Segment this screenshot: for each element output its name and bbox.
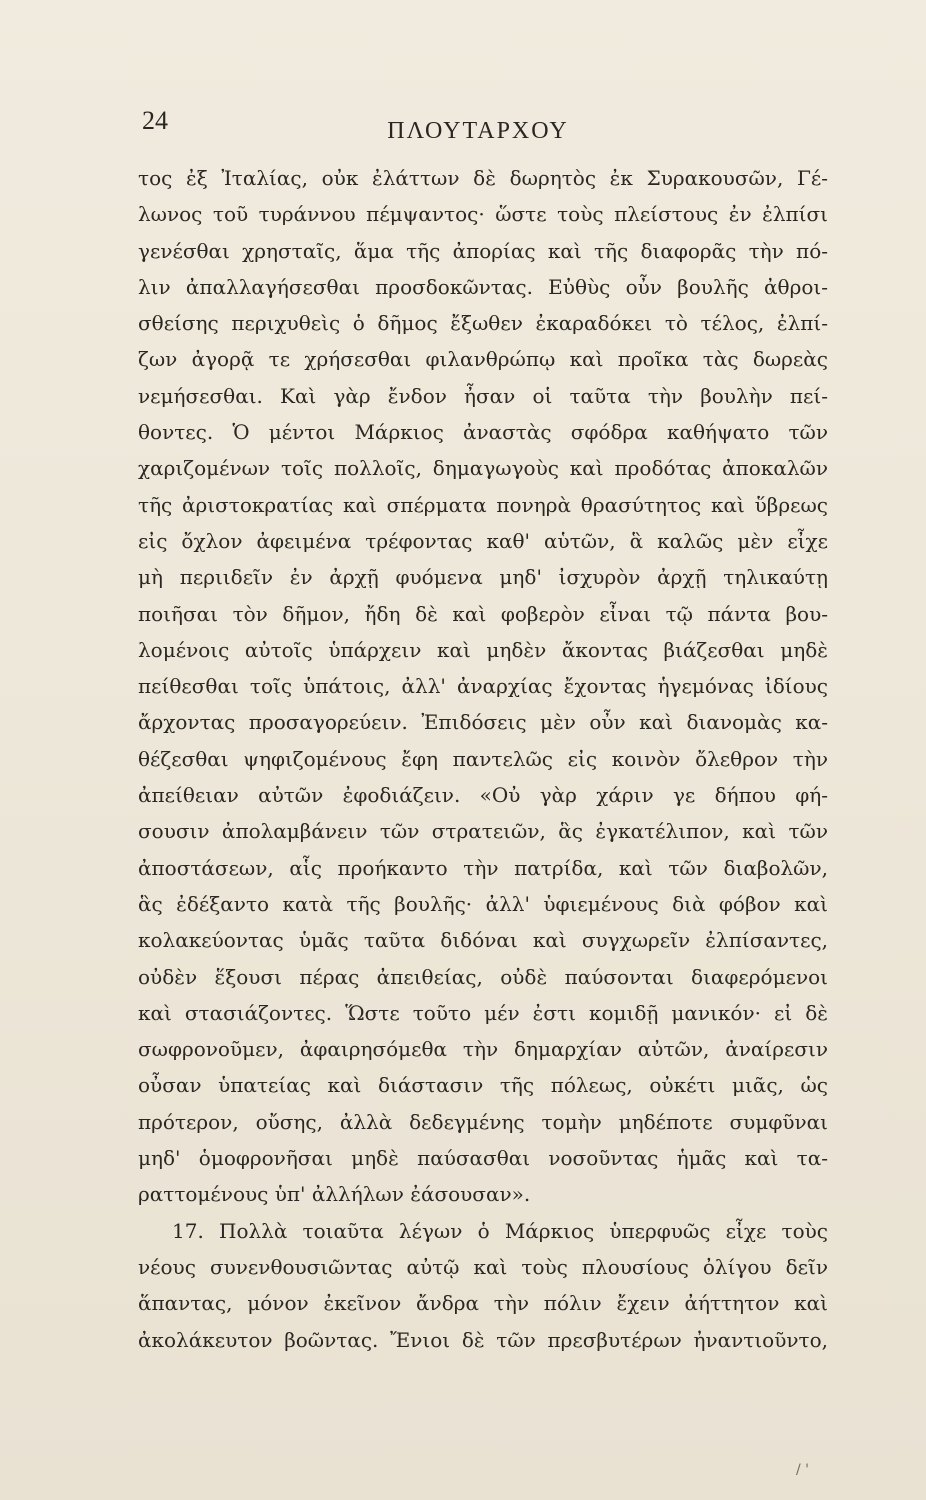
text-line: σωφρονοῦμεν, ἀφαιρησόμεθα τὴν δημαρχίαν αὐτῶν, ἀναίρεσιν	[138, 1037, 828, 1062]
text-line: σουσιν ἀπολαμβάνειν τῶν στρατειῶν, ἃς ἐγκατέλιπον, καὶ τῶν	[138, 819, 828, 844]
text-line: μὴ περιιδεῖν ἐν ἀρχῇ φυόμενα μηδ' ἰσχυρὸν ἀρχῇ τηλικαύτῃ	[138, 565, 828, 590]
body-text	[138, 160, 828, 1358]
footer-mark: / '	[796, 1462, 810, 1478]
text-line: ἀπείθειαν αὐτῶν ἐφοδιάζειν. «Οὐ γὰρ χάριν γε δήπου φή-	[138, 783, 828, 808]
text-line: χαριζομένων τοῖς πολλοῖς, δημαγωγοὺς καὶ προδότας ἀποκαλῶν	[138, 456, 828, 481]
text-line: μηδ' ὁμοφρονῆσαι μηδὲ παύσασθαι νοσοῦντας ἡμᾶς καὶ τα-	[138, 1146, 828, 1171]
text-line: καὶ στασιάζοντες. Ὥστε τοῦτο μέν ἐστι κομιδῇ μανικόν· εἰ δὲ	[138, 1000, 828, 1025]
running-title: ΠΛΟΥΤΑΡΧΟΥ	[387, 118, 569, 144]
text-line: νέους συνενθουσιῶντας αὐτῷ καὶ τοὺς πλουσίους ὀλίγου δεῖν	[138, 1254, 828, 1279]
text-line: ἄρχοντας προσαγορεύειν. Ἐπιδόσεις μὲν οὖν καὶ διανομὰς κα-	[138, 710, 828, 735]
page-header	[128, 100, 828, 144]
text-line: θέζεσθαι ψηφιζομένους ἔφη παντελῶς εἰς κοινὸν ὄλεθρον τὴν	[138, 746, 828, 771]
text-line: ζων ἀγορᾷ τε χρήσεσθαι φιλανθρώπῳ καὶ προῖκα τὰς δωρεὰς	[138, 347, 828, 372]
text-line: εἰς ὄχλον ἀφειμένα τρέφοντας καθ' αὑτῶν, ἃ καλῶς μὲν εἶχε	[138, 528, 828, 553]
page-number: 24	[142, 106, 168, 135]
text-line: τος ἐξ Ἰταλίας, οὐκ ἐλάττων δὲ δωρητὸς ἐκ Συρακουσῶν, Γέ-	[138, 166, 828, 190]
text-line: οὖσαν ὑπατείας καὶ διάστασιν τῆς πόλεως, οὐκέτι μιᾶς, ὡς	[138, 1073, 828, 1098]
text-line: λομένοις αὐτοῖς ὑπάρχειν καὶ μηδὲν ἄκοντας βιάζεσθαι μηδὲ	[138, 637, 828, 662]
text-line: ἃς ἐδέξαντο κατὰ τῆς βουλῆς· ἀλλ' ὑφιεμένους διὰ φόβον καὶ	[138, 891, 828, 916]
text-line: πρότερον, οὔσης, ἀλλὰ δεδεγμένης τομὴν μηδέποτε συμφῦναι	[138, 1109, 828, 1134]
text-line: λιν ἀπαλλαγήσεσθαι προσδοκῶντας. Εὐθὺς οὖν βουλῆς ἀθροι-	[138, 274, 828, 299]
paragraph-end-line: ραττομένους ὑπ' ἀλλήλων ἐάσουσαν».	[138, 1182, 531, 1207]
text-line: ἅπαντας, μόνον ἐκεῖνον ἄνδρα τὴν πόλιν ἔχειν ἀήττητον καὶ	[138, 1291, 828, 1316]
text-line: ποιῆσαι τὸν δῆμον, ἤδη δὲ καὶ φοβερὸν εἶναι τῷ πάντα βου-	[138, 601, 828, 626]
text-line: θοντες. Ὁ μέντοι Μάρκιος ἀναστὰς σφόδρα καθήψατο τῶν	[138, 420, 828, 445]
text-line: σθείσης περιχυθεὶς ὁ δῆμος ἔξωθεν ἐκαραδόκει τὸ τέλος, ἐλπί-	[138, 311, 828, 336]
text-line: ἀκολάκευτον βοῶντας. Ἔνιοι δὲ τῶν πρεσβυτέρων ἠναντιοῦντο,	[138, 1327, 828, 1352]
text-line: γενέσθαι χρησταῖς, ἅμα τῆς ἀπορίας καὶ τῆς διαφορᾶς τὴν πό-	[138, 238, 828, 263]
text-line: κολακεύοντας ὑμᾶς ταῦτα διδόναι καὶ συγχωρεῖν ἐλπίσαντες,	[138, 928, 828, 953]
section-17-start-line: 17. Πολλὰ τοιαῦτα λέγων ὁ Μάρκιος ὑπερφυῶς εἶχε τοὺς	[172, 1218, 828, 1243]
text-line: νεμήσεσθαι. Καὶ γὰρ ἔνδον ἦσαν οἱ ταῦτα τὴν βουλὴν πεί-	[138, 383, 828, 408]
text-line: τῆς ἀριστοκρατίας καὶ σπέρματα πονηρὰ θρασύτητος καὶ ὕβρεως	[138, 492, 828, 517]
text-line: λωνος τοῦ τυράννου πέμψαντος· ὥστε τοὺς πλείστους ἐν ἐλπίσι	[138, 202, 828, 227]
text-line: πείθεσθαι τοῖς ὑπάτοις, ἀλλ' ἀναρχίας ἔχοντας ἡγεμόνας ἰδίους	[138, 674, 828, 699]
text-line: οὐδὲν ἕξουσι πέρας ἀπειθείας, οὐδὲ παύσονται διαφερόμενοι	[138, 964, 828, 989]
text-line: ἀποστάσεων, αἷς προήκαντο τὴν πατρίδα, καὶ τῶν διαβολῶν,	[138, 855, 828, 880]
